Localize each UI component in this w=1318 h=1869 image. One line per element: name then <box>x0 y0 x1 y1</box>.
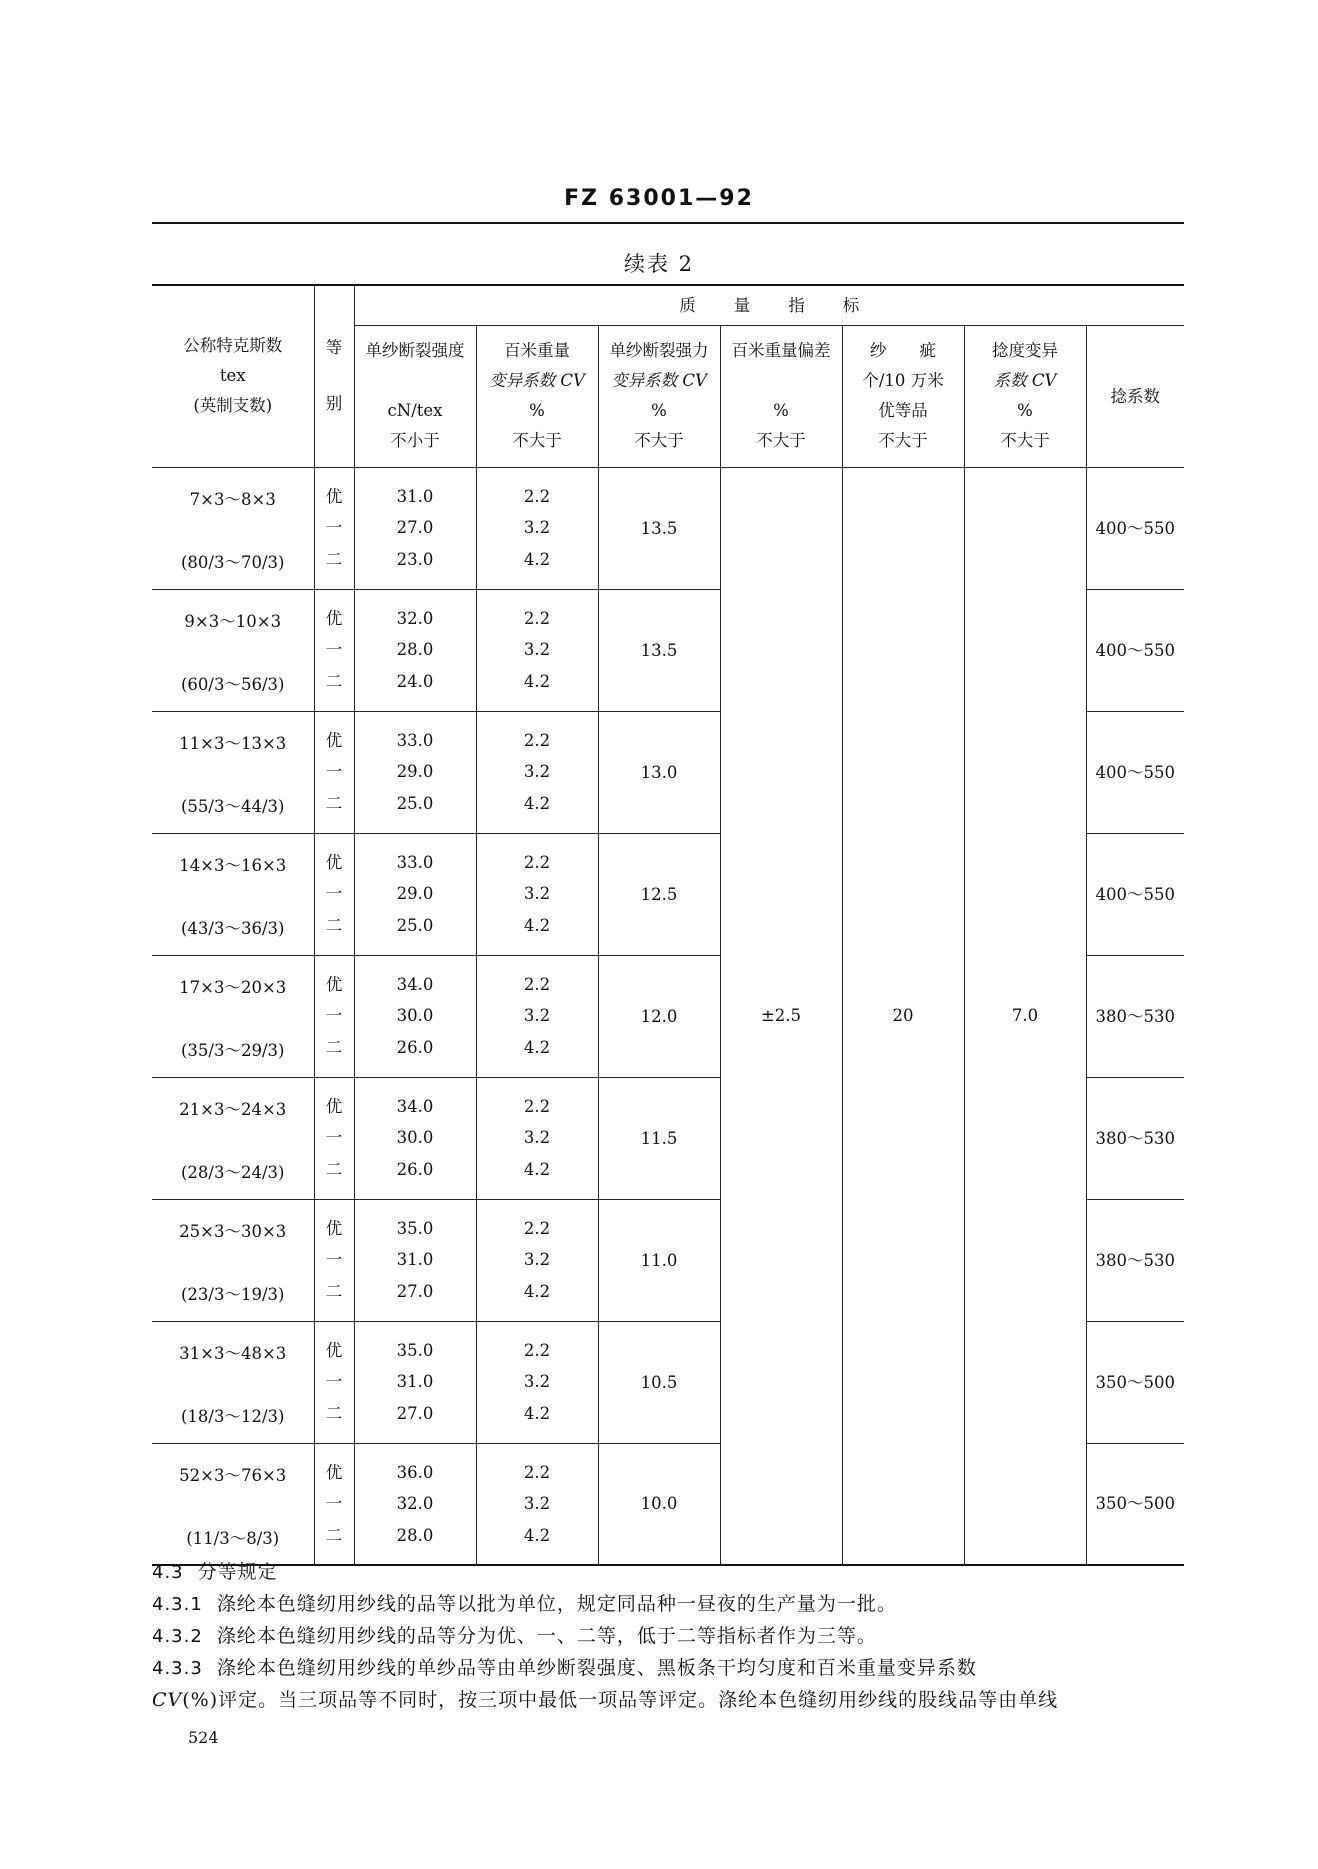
strength-cell <box>354 1443 476 1565</box>
weight-cv-value: 2.2 <box>523 1096 551 1116</box>
twist-factor-cell: 400～550 <box>1086 589 1184 711</box>
weight-cv-value: 3.2 <box>523 1128 551 1148</box>
grade-label: 优 <box>325 486 343 506</box>
twist-factor-cell: 350～500 <box>1086 1443 1184 1565</box>
grade-label: 一 <box>325 1006 343 1026</box>
tex-range: 14×3～16×3 <box>179 855 287 875</box>
strength-value: 29.0 <box>396 884 434 904</box>
weight-cv-cell <box>476 467 598 589</box>
spec-cell <box>152 589 314 711</box>
weight-cv-cell <box>476 1443 598 1565</box>
weight-cv-value: 3.2 <box>523 884 551 904</box>
strength-value: 28.0 <box>396 640 434 660</box>
weight-cv-cell <box>476 1077 598 1199</box>
weight-cv-cell <box>476 1321 598 1443</box>
tex-range: 52×3～76×3 <box>179 1465 287 1485</box>
grade-label: 一 <box>325 640 343 660</box>
header-spec: 公称特克斯数 tex (英制支数) <box>152 285 314 467</box>
quality-table <box>152 284 1184 1566</box>
strength-value: 31.0 <box>396 486 434 506</box>
grade-cell <box>314 467 354 589</box>
grade-label: 一 <box>325 884 343 904</box>
grade-label: 一 <box>325 518 343 538</box>
grade-label: 优 <box>325 1096 343 1116</box>
weight-cv-value: 3.2 <box>523 518 551 538</box>
strength-cv-cell: 12.0 <box>598 955 720 1077</box>
strength-value: 33.0 <box>396 852 434 872</box>
spec-cell <box>152 1199 314 1321</box>
weight-cv-value: 2.2 <box>523 608 551 628</box>
count-range: (43/3～36/3) <box>181 918 285 938</box>
table-row <box>152 467 1184 589</box>
grade-cell <box>314 1199 354 1321</box>
grade-label: 二 <box>325 1159 343 1179</box>
twist-factor-cell: 380～530 <box>1086 1199 1184 1321</box>
strength-value: 30.0 <box>396 1006 434 1026</box>
weight-cv-value: 3.2 <box>523 762 551 782</box>
strength-cv-cell: 13.0 <box>598 711 720 833</box>
strength-value: 25.0 <box>396 793 434 813</box>
header-strength-cv: 单纱断裂强力 变异系数 CV % 不大于 <box>598 325 720 467</box>
tex-range: 25×3～30×3 <box>179 1221 287 1241</box>
grade-label: 一 <box>325 1250 343 1270</box>
tex-range: 31×3～48×3 <box>179 1343 287 1363</box>
section-4-3-3-continued: CV(%)评定。当三项品等不同时，按三项中最低一项品等评定。涤纶本色缝纫用纱线的股线品等由单线 <box>152 1689 1059 1711</box>
header-grade: 等 别 <box>314 285 354 467</box>
spec-cell <box>152 711 314 833</box>
weight-deviation-cell: ±2.5 <box>720 467 842 1565</box>
weight-cv-value: 4.2 <box>523 1525 551 1545</box>
weight-cv-cell <box>476 833 598 955</box>
weight-cv-value: 4.2 <box>523 549 551 569</box>
strength-value: 34.0 <box>396 974 434 994</box>
strength-value: 30.0 <box>396 1128 434 1148</box>
strength-cv-cell: 10.0 <box>598 1443 720 1565</box>
strength-cell <box>354 833 476 955</box>
strength-value: 26.0 <box>396 1159 434 1179</box>
strength-cv-cell: 13.5 <box>598 467 720 589</box>
strength-value: 26.0 <box>396 1037 434 1057</box>
weight-cv-value: 4.2 <box>523 793 551 813</box>
strength-value: 27.0 <box>396 1281 434 1301</box>
spec-cell <box>152 1321 314 1443</box>
weight-cv-value: 4.2 <box>523 1281 551 1301</box>
strength-value: 33.0 <box>396 730 434 750</box>
weight-cv-value: 2.2 <box>523 1340 551 1360</box>
weight-cv-value: 3.2 <box>523 1250 551 1270</box>
grade-label: 二 <box>325 671 343 691</box>
header-weight-cv: 百米重量 变异系数 CV % 不大于 <box>476 325 598 467</box>
strength-cv-cell: 11.0 <box>598 1199 720 1321</box>
spec-cell <box>152 833 314 955</box>
grade-cell <box>314 1321 354 1443</box>
weight-cv-value: 2.2 <box>523 486 551 506</box>
weight-cv-cell <box>476 589 598 711</box>
grade-cell <box>314 589 354 711</box>
table-caption: 续表 2 <box>623 252 695 276</box>
strength-value: 31.0 <box>396 1250 434 1270</box>
weight-cv-value: 2.2 <box>523 974 551 994</box>
grade-label: 二 <box>325 1525 343 1545</box>
tex-range: 17×3～20×3 <box>179 977 287 997</box>
grade-label: 优 <box>325 1218 343 1238</box>
grade-label: 一 <box>325 1372 343 1392</box>
grade-label: 二 <box>325 793 343 813</box>
weight-cv-value: 2.2 <box>523 852 551 872</box>
tex-range: 21×3～24×3 <box>179 1099 287 1119</box>
strength-cell <box>354 1077 476 1199</box>
twist-factor-cell: 400～550 <box>1086 467 1184 589</box>
grade-label: 二 <box>325 549 343 569</box>
strength-cell <box>354 1321 476 1443</box>
spec-cell <box>152 1443 314 1565</box>
strength-value: 34.0 <box>396 1096 434 1116</box>
strength-value: 31.0 <box>396 1372 434 1392</box>
header-quality-group: 质量指标 <box>354 285 1184 325</box>
spec-cell <box>152 1077 314 1199</box>
spec-cell <box>152 467 314 589</box>
strength-cv-cell: 12.5 <box>598 833 720 955</box>
weight-cv-value: 2.2 <box>523 1218 551 1238</box>
grade-label: 二 <box>325 915 343 935</box>
strength-value: 32.0 <box>396 608 434 628</box>
spec-cell <box>152 955 314 1077</box>
grade-label: 二 <box>325 1037 343 1057</box>
grade-label: 优 <box>325 730 343 750</box>
count-range: (28/3～24/3) <box>181 1162 285 1182</box>
count-range: (35/3～29/3) <box>181 1040 285 1060</box>
grade-label: 优 <box>325 852 343 872</box>
weight-cv-value: 4.2 <box>523 1037 551 1057</box>
weight-cv-value: 3.2 <box>523 1372 551 1392</box>
strength-value: 23.0 <box>396 549 434 569</box>
weight-cv-value: 4.2 <box>523 1403 551 1423</box>
header-twist-factor: 捻系数 <box>1086 325 1184 467</box>
grade-label: 优 <box>325 1462 343 1482</box>
grade-label: 二 <box>325 1403 343 1423</box>
tex-range: 7×3～8×3 <box>189 489 276 509</box>
count-range: (80/3～70/3) <box>181 552 285 572</box>
twist-factor-cell: 400～550 <box>1086 711 1184 833</box>
count-range: (23/3～19/3) <box>181 1284 285 1304</box>
grade-label: 优 <box>325 608 343 628</box>
twist-factor-cell: 400～550 <box>1086 833 1184 955</box>
strength-value: 24.0 <box>396 671 434 691</box>
standard-code: FZ 63001—92 <box>564 186 754 211</box>
strength-value: 27.0 <box>396 518 434 538</box>
strength-cell <box>354 589 476 711</box>
strength-value: 28.0 <box>396 1525 434 1545</box>
grade-label: 二 <box>325 1281 343 1301</box>
twist-factor-cell: 380～530 <box>1086 1077 1184 1199</box>
strength-cell <box>354 1199 476 1321</box>
grade-label: 优 <box>325 974 343 994</box>
grade-cell <box>314 711 354 833</box>
twist-factor-cell: 350～500 <box>1086 1321 1184 1443</box>
header-twist-cv: 捻度变异 系数 CV % 不大于 <box>964 325 1086 467</box>
strength-value: 32.0 <box>396 1494 434 1513</box>
grade-cell <box>314 955 354 1077</box>
strength-cv-cell: 13.5 <box>598 589 720 711</box>
twist-factor-cell: 380～530 <box>1086 955 1184 1077</box>
strength-cv-cell: 10.5 <box>598 1321 720 1443</box>
weight-cv-value: 4.2 <box>523 1159 551 1179</box>
page-number: 524 <box>188 1728 219 1747</box>
defects-cell: 20 <box>842 467 964 1565</box>
grade-label: 一 <box>325 1128 343 1148</box>
count-range: (60/3～56/3) <box>181 674 285 694</box>
section-4-3: 4.3 分等规定 <box>152 1561 278 1583</box>
strength-value: 36.0 <box>396 1462 434 1482</box>
strength-cell <box>354 467 476 589</box>
weight-cv-value: 3.2 <box>523 1006 551 1026</box>
weight-cv-value: 4.2 <box>523 915 551 935</box>
grade-label: 一 <box>325 1494 343 1513</box>
strength-cell <box>354 711 476 833</box>
count-range: (11/3～8/3) <box>186 1528 280 1548</box>
tex-range: 9×3～10×3 <box>184 611 282 631</box>
strength-value: 29.0 <box>396 762 434 782</box>
strength-value: 27.0 <box>396 1403 434 1423</box>
header-rule <box>152 222 1184 224</box>
weight-cv-value: 2.2 <box>523 1462 551 1482</box>
weight-cv-cell <box>476 711 598 833</box>
grade-label: 优 <box>325 1340 343 1360</box>
weight-cv-value: 4.2 <box>523 671 551 691</box>
strength-value: 35.0 <box>396 1218 434 1238</box>
weight-cv-cell <box>476 955 598 1077</box>
section-4-3-3: 4.3.3 涤纶本色缝纫用纱线的单纱品等由单纱断裂强度、黑板条干均匀度和百米重量变异系数 <box>152 1657 977 1679</box>
tex-range: 11×3～13×3 <box>179 733 287 753</box>
weight-cv-cell <box>476 1199 598 1321</box>
section-4-3-1: 4.3.1 涤纶本色缝纫用纱线的品等以批为单位，规定同品种一昼夜的生产量为一批。 <box>152 1593 897 1615</box>
section-4-3-2: 4.3.2 涤纶本色缝纫用纱线的品等分为优、一、二等，低于二等指标者作为三等。 <box>152 1625 877 1647</box>
strength-value: 25.0 <box>396 915 434 935</box>
header-defects: 纱 疵 个/10 万米 优等品 不大于 <box>842 325 964 467</box>
strength-cell <box>354 955 476 1077</box>
strength-cv-cell: 11.5 <box>598 1077 720 1199</box>
count-range: (18/3～12/3) <box>181 1406 285 1426</box>
grade-label: 一 <box>325 762 343 782</box>
strength-value: 35.0 <box>396 1340 434 1360</box>
twist-cv-cell: 7.0 <box>964 467 1086 1565</box>
weight-cv-value: 2.2 <box>523 730 551 750</box>
count-range: (55/3～44/3) <box>181 796 285 816</box>
header-strength: 单纱断裂强度 cN/tex 不小于 <box>354 325 476 467</box>
grade-cell <box>314 1443 354 1565</box>
grade-cell <box>314 1077 354 1199</box>
weight-cv-value: 3.2 <box>523 640 551 660</box>
weight-cv-value: 3.2 <box>523 1494 551 1513</box>
header-weight-deviation: 百米重量偏差 % 不大于 <box>720 325 842 467</box>
grade-cell <box>314 833 354 955</box>
